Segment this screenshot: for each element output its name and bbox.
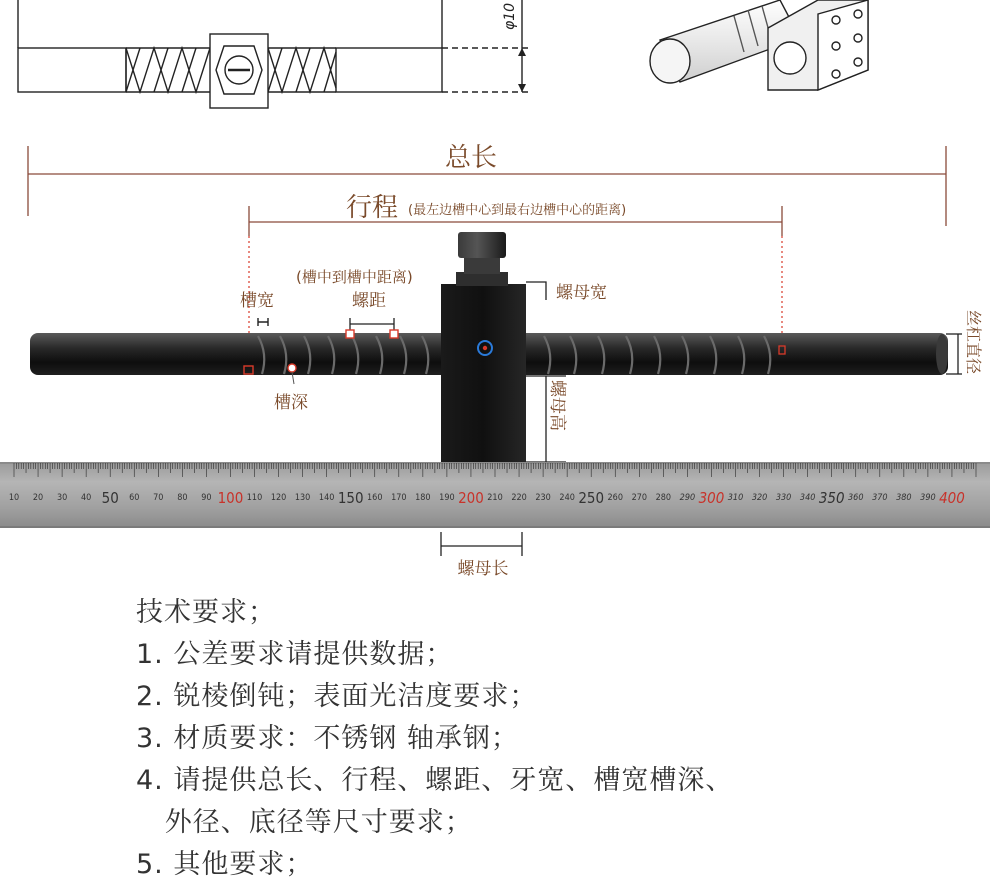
ruler-label: 350 xyxy=(818,489,845,507)
isometric-sketch xyxy=(650,0,868,90)
requirement-item-2: 2. 锐棱倒钝；表面光洁度要求； xyxy=(136,681,538,712)
ruler-label: 340 xyxy=(799,493,816,503)
ruler-label: 30 xyxy=(56,493,68,503)
ruler-label: 70 xyxy=(153,493,164,503)
stroke-label: 行程 xyxy=(346,193,399,223)
ruler-label: 60 xyxy=(129,493,140,503)
drawing-shaft-left xyxy=(18,48,126,92)
groove-width-label: 槽宽 xyxy=(240,291,274,311)
ruler-label: 150 xyxy=(337,489,364,507)
nut-height-label: 螺母高 xyxy=(547,380,567,431)
bolt-head xyxy=(458,232,506,258)
ruler-label: 130 xyxy=(294,493,311,503)
nut-washer xyxy=(456,272,508,286)
nut-width-bracket xyxy=(526,282,546,300)
ruler-label: 160 xyxy=(367,493,383,503)
ruler-label: 20 xyxy=(32,493,44,503)
ruler-label: 390 xyxy=(920,493,936,503)
drawing-thread-right xyxy=(268,48,336,92)
ruler-label: 40 xyxy=(80,493,92,503)
ruler-label: 170 xyxy=(391,493,407,503)
ruler-label: 240 xyxy=(559,493,575,503)
ruler-label: 90 xyxy=(201,493,212,503)
requirement-item-4: 4. 请提供总长、行程、螺距、牙宽、槽宽槽深、 xyxy=(136,765,734,796)
drawing-shaft-right xyxy=(336,48,442,92)
screw-rod-end xyxy=(936,334,948,374)
ruler-label: 300 xyxy=(698,489,725,507)
ruler-label: 140 xyxy=(318,493,335,503)
ruler-label: 220 xyxy=(511,493,527,503)
ruler-label: 180 xyxy=(415,493,431,503)
groove-depth-label: 槽深 xyxy=(274,393,308,413)
requirement-item-4-cont: 外径、底径等尺寸要求； xyxy=(136,807,473,838)
iso-block-bore xyxy=(774,42,806,74)
screw-diameter-dimension xyxy=(946,334,962,374)
requirement-item-5: 5. 其他要求； xyxy=(136,849,314,880)
ruler-label: 370 xyxy=(872,493,888,503)
nut-hex xyxy=(464,256,500,274)
ruler-label: 290 xyxy=(679,493,696,503)
ruler-label: 190 xyxy=(439,493,455,503)
ruler-label: 210 xyxy=(487,493,503,503)
ruler-label: 380 xyxy=(896,493,912,503)
ruler-label: 80 xyxy=(177,493,188,503)
nut-width-label: 螺母宽 xyxy=(556,283,607,303)
ruler-label: 310 xyxy=(727,493,744,503)
pitch-dimension xyxy=(350,318,394,332)
ruler-label: 10 xyxy=(8,493,20,503)
ruler-label: 230 xyxy=(535,493,551,503)
ruler-label: 330 xyxy=(775,493,792,503)
total-length-label: 总长 xyxy=(444,143,498,173)
screw-diameter-label: 丝杠直径 xyxy=(964,310,983,375)
ruler-label: 120 xyxy=(270,493,287,503)
ruler-label: 200 xyxy=(458,489,484,507)
ruler-label: 260 xyxy=(607,493,623,503)
ruler-label: 50 xyxy=(101,489,119,507)
requirement-item-1: 1. 公差要求请提供数据； xyxy=(136,639,454,670)
ruler-label: 110 xyxy=(246,493,263,503)
pitch-marker-right xyxy=(390,330,398,338)
ruler-label: 270 xyxy=(631,493,648,503)
requirements-heading: 技术要求； xyxy=(136,597,276,628)
ruler-label: 360 xyxy=(848,493,864,503)
ruler-label: 280 xyxy=(655,493,672,503)
nut-length-label: 螺母长 xyxy=(457,559,509,579)
technical-drawing xyxy=(18,0,528,108)
groove-width-bracket xyxy=(258,318,268,326)
nut-length-dimension xyxy=(441,532,522,556)
iso-shaft-end xyxy=(650,39,690,83)
ruler-label: 250 xyxy=(578,489,605,507)
nut-block xyxy=(441,284,526,462)
stroke-note: (最左边槽中心到最右边槽中心的距离) xyxy=(408,203,627,218)
pitch-label: 螺距 xyxy=(352,291,386,311)
drawing-thread-left xyxy=(126,48,210,92)
ruler-label: 100 xyxy=(217,489,244,507)
pitch-marker-left xyxy=(346,330,354,338)
groove-depth-marker xyxy=(288,364,296,372)
ruler-ticks xyxy=(14,463,976,477)
drawing-dimension-label: φ10 xyxy=(502,2,518,30)
ruler-label: 320 xyxy=(751,493,768,503)
requirement-item-3: 3. 材质要求：不锈钢 轴承钢； xyxy=(136,723,519,754)
groove-spacing-note: (槽中到槽中距离) xyxy=(296,268,413,286)
ruler-label: 400 xyxy=(939,489,965,507)
